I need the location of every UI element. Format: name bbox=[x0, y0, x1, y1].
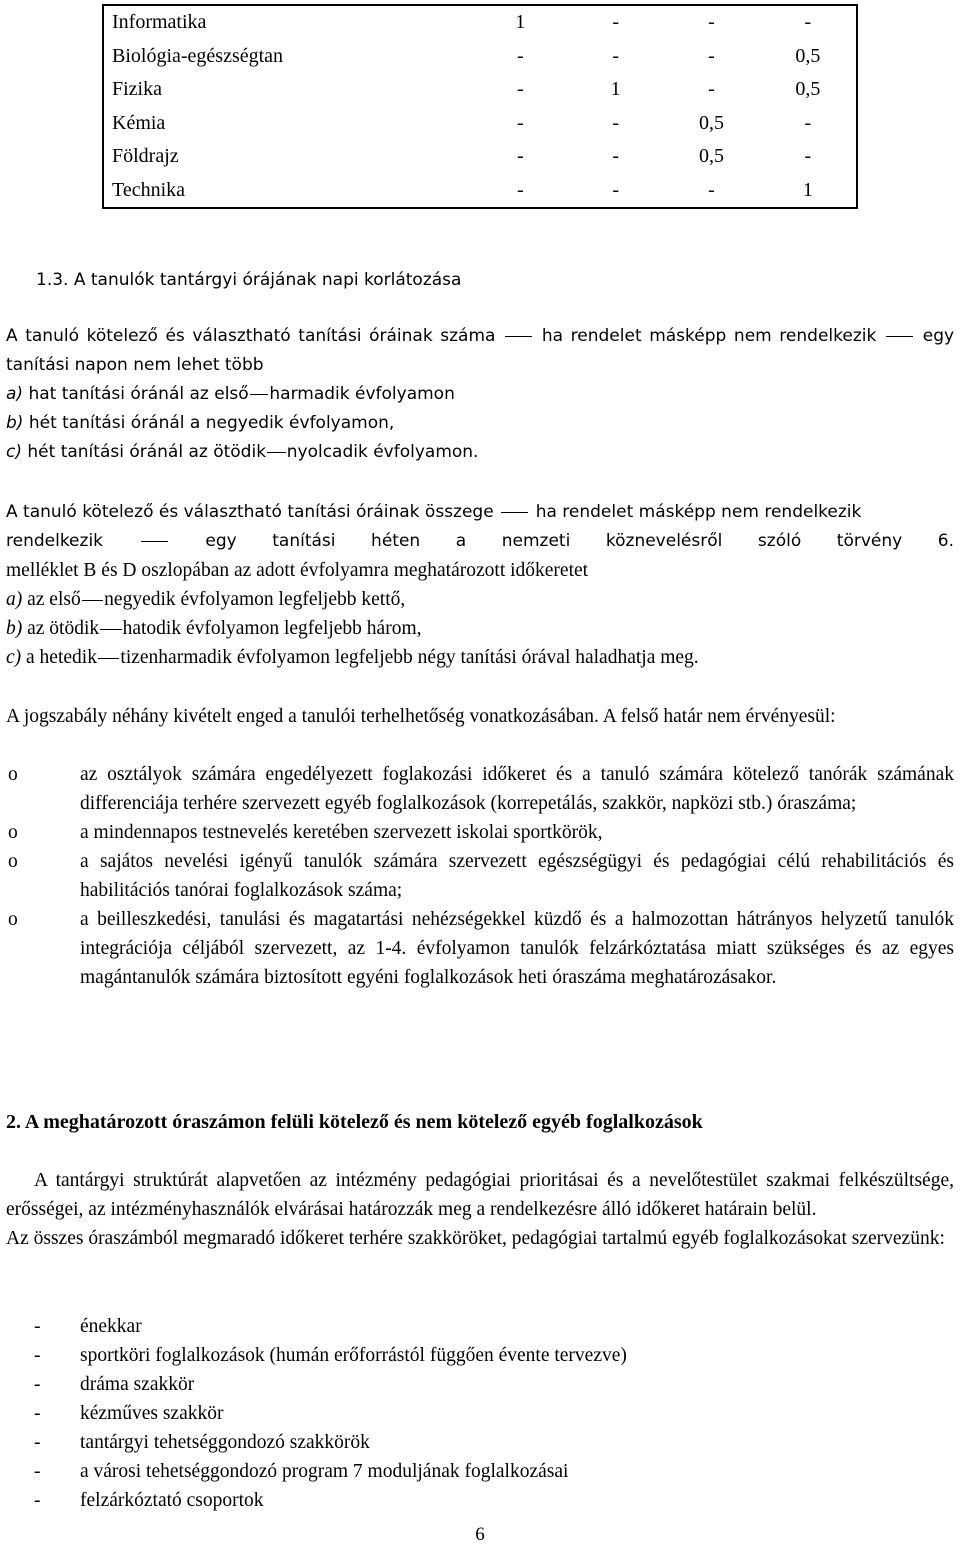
dash-separator bbox=[267, 452, 286, 453]
value-cell: - bbox=[612, 178, 619, 201]
section-2-body: A tantárgyi struktúrát alapvetően az intézmény pedagógiai prioritásai és a nevelőtestület szakmai felkészültsége, erősségei, az intézményhasználók elvárásai határozzák meg a rendelkezésre álló időkeret határain belül. Az összes óraszámból megmaradó időkeret terhére szakköröket, pedagógiai tartalmú egyéb foglalkozásokat szervezünk: bbox=[6, 1170, 954, 1249]
subject-cell: Kémia bbox=[112, 111, 166, 134]
list-item: - énekkar bbox=[6, 1312, 954, 1341]
dash-icon: - bbox=[34, 1403, 41, 1424]
dash-icon: - bbox=[34, 1490, 41, 1511]
list-item: c) a hetedik tizenharmadik évfolyamon legfeljebb négy tanítási órával haladhatja meg. bbox=[6, 647, 699, 668]
value-cell: - bbox=[612, 44, 619, 67]
value-cell: - bbox=[516, 178, 524, 201]
subject-cell: Biológia-egészségtan bbox=[112, 44, 284, 67]
bullet-icon: o bbox=[8, 822, 18, 843]
value-cell: - bbox=[516, 44, 524, 67]
value-cell: - bbox=[612, 11, 619, 34]
bullet-icon: o bbox=[8, 851, 18, 872]
value-cell: 0,5 bbox=[699, 111, 725, 134]
dash-icon: - bbox=[34, 1374, 41, 1395]
table-row bbox=[103, 73, 857, 107]
list-item: a) az első negyedik évfolyamon legfeljebb kettő, bbox=[6, 589, 406, 610]
table-body bbox=[103, 5, 857, 208]
table-row bbox=[103, 5, 857, 40]
value-cell: - bbox=[708, 178, 715, 201]
value-cell: 0,5 bbox=[795, 78, 821, 101]
value-cell: - bbox=[708, 44, 715, 67]
list-item: b) hét tanítási óránál a negyedik évfolyamon, bbox=[6, 413, 395, 433]
bullet-icon: o bbox=[8, 909, 18, 930]
value-cell: - bbox=[516, 78, 524, 101]
value-cell: - bbox=[612, 145, 619, 168]
list-item: - sportköri foglalkozások (humán erőforrástól függően évente tervezve) bbox=[6, 1341, 954, 1370]
list-item: a) hat tanítási óránál az első harmadik évfolyamon bbox=[6, 384, 455, 404]
list-item: o a beilleszkedési, tanulási és magatartási nehézségekkel küzdő és a halmozottan hátrányos helyzetű tanulók integrációja céljából szervezett, az 1-4. évfolyamon tanulók felzárkóztatása miatt szükséges és az egyes magántanulók számára biztosított egyéni foglalkozások heti óraszáma meghatározásakor. bbox=[6, 905, 954, 992]
activities-list bbox=[6, 1312, 954, 1515]
paragraph: rendelkezik egy tanítási héten a nemzeti köznevelésről szóló törvény 6. bbox=[6, 531, 954, 551]
list-item: - tantárgyi tehetséggondozó szakkörök bbox=[6, 1428, 954, 1457]
value-cell: - bbox=[612, 111, 619, 134]
section-1-3-weekly bbox=[6, 498, 954, 527]
list-item: o a mindennapos testnevelés keretében szervezett iskolai sportkörök, bbox=[6, 818, 954, 847]
paragraph: A tanuló kötelező és választható tanítási óráinak összege ha rendelet másképp nem rendelkezik bbox=[6, 502, 862, 522]
dash-separator bbox=[141, 541, 168, 542]
dash-separator bbox=[886, 336, 913, 337]
value-cell: 0,5 bbox=[795, 44, 821, 67]
dash-separator bbox=[505, 336, 532, 337]
subject-hours-table bbox=[102, 4, 858, 209]
section-2-heading: 2. A meghatározott óraszámon felüli kötelező és nem kötelező egyéb foglalkozások bbox=[6, 1111, 703, 1133]
table-row bbox=[103, 174, 857, 209]
subject-cell: Földrajz bbox=[112, 145, 179, 168]
dash-separator bbox=[82, 600, 103, 601]
table-row bbox=[103, 107, 857, 141]
exceptions-list bbox=[6, 760, 954, 992]
list-item: - dráma szakkör bbox=[6, 1370, 954, 1399]
value-cell: 1 bbox=[610, 78, 621, 101]
list-item: o a sajátos nevelési igényű tanulók számára szervezett egészségügyi és pedagógiai célú rehabilitációs és habilitációs tanórai foglalkozások száma; bbox=[6, 847, 954, 905]
dash-icon: - bbox=[34, 1345, 41, 1366]
subject-cell: Informatika bbox=[112, 11, 207, 34]
value-cell: - bbox=[708, 11, 715, 34]
dash-icon: - bbox=[34, 1461, 41, 1482]
dash-separator bbox=[250, 394, 269, 395]
value-cell: - bbox=[708, 78, 715, 101]
list-item: c) hét tanítási óránál az ötödik nyolcadik évfolyamon. bbox=[6, 442, 479, 462]
value-cell: 1 bbox=[802, 178, 813, 201]
table-row bbox=[103, 140, 857, 174]
dash-separator bbox=[100, 629, 121, 630]
section-1-3-limits bbox=[6, 322, 954, 467]
dash-separator bbox=[501, 512, 528, 513]
page-number: 6 bbox=[475, 1524, 485, 1545]
table-row bbox=[103, 40, 857, 74]
value-cell: 1 bbox=[515, 11, 526, 34]
value-cell: - bbox=[516, 145, 524, 168]
dash-icon: - bbox=[34, 1432, 41, 1453]
list-item: - a városi tehetséggondozó program 7 moduljának foglalkozásai bbox=[6, 1457, 954, 1486]
value-cell: 0,5 bbox=[699, 145, 725, 168]
value-cell: - bbox=[804, 11, 812, 34]
dash-icon: - bbox=[34, 1316, 41, 1337]
value-cell: - bbox=[516, 111, 524, 134]
exceptions-paragraph: A jogszabály néhány kivételt enged a tanulói terhelhetőség vonatkozásában. A felső határ nem érvényesül: bbox=[6, 706, 836, 727]
section-1-3-weekly-cont bbox=[6, 527, 954, 556]
weekly-text: egy tanítási héten a nemzeti köznevelésről szóló törvény 6. bbox=[205, 531, 954, 551]
value-cell: - bbox=[804, 145, 812, 168]
list-item: - felzárkóztató csoportok bbox=[6, 1486, 954, 1515]
bullet-icon: o bbox=[8, 764, 18, 785]
paragraph: A tanuló kötelező és választható tanítási óráinak száma ha rendelet másképp nem rendelkezik egy tanítási napon nem lehet több bbox=[6, 326, 955, 375]
list-item: o az osztályok számára engedélyezett foglakozási időkeret és a tanuló számára kötelező tanórák számának differenciája terhére szervezett egyéb foglalkozások (korrepetálás, szakkör, napközi stb.) óraszáma; bbox=[6, 760, 954, 818]
section-1-3-weekly-list: melléklet B és D oszlopában az adott évfolyamra meghatározott időkeretet a) az első negyedik évfolyamon legfeljebb kettő, b) az ötödik hatodik évfolyamon legfeljebb három, c) a hetedik tizenharmadik évfolyamon legfeljebb négy tanítási órával haladhatja meg. bbox=[6, 556, 954, 672]
section-1-3-heading: 1.3. A tanulók tantárgyi órájának napi korlátozása bbox=[36, 270, 462, 290]
value-cell: - bbox=[804, 111, 812, 134]
list-item: - kézműves szakkör bbox=[6, 1399, 954, 1428]
list-item: b) az ötödik hatodik évfolyamon legfeljebb három, bbox=[6, 618, 422, 639]
subject-cell: Fizika bbox=[112, 78, 162, 101]
dash-separator bbox=[98, 658, 119, 659]
subject-cell: Technika bbox=[112, 178, 186, 201]
